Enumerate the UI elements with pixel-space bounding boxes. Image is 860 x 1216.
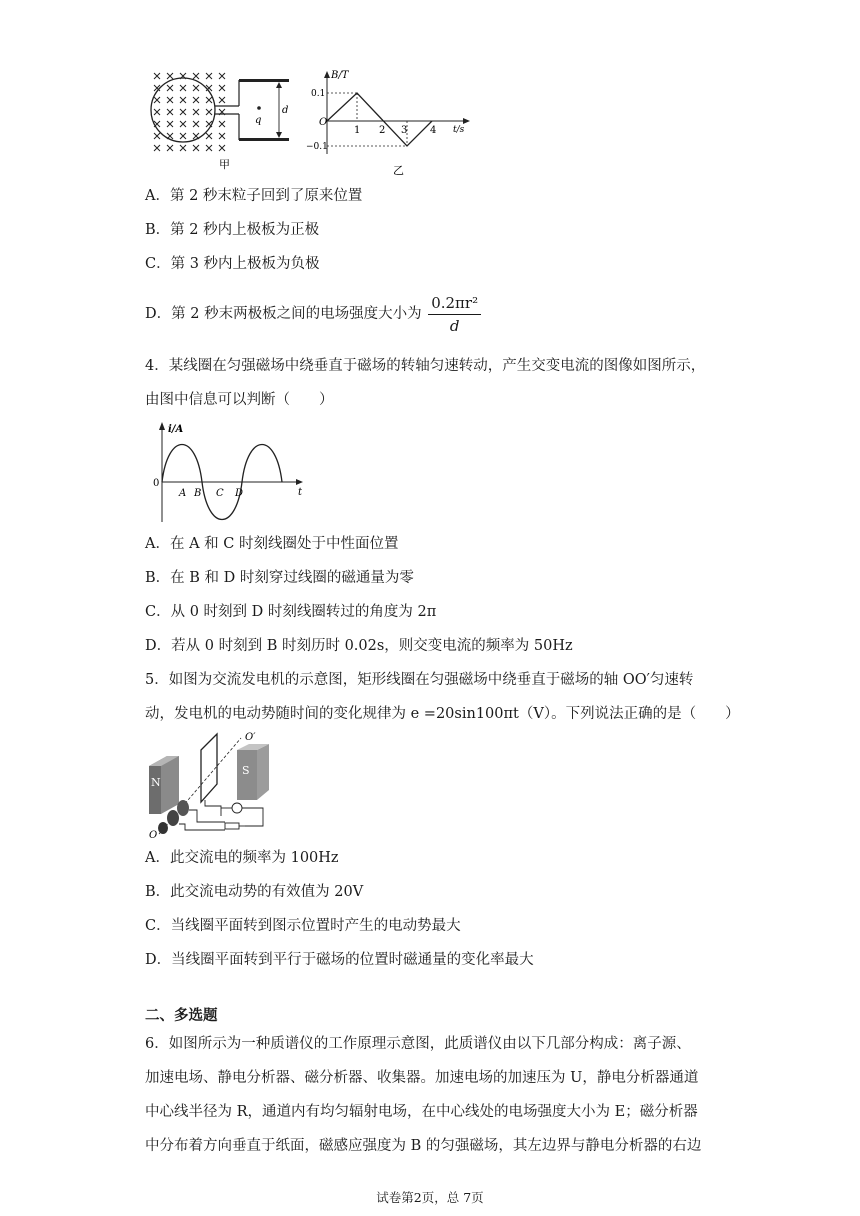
cross-mark (180, 145, 186, 151)
ammeter (232, 803, 242, 813)
left-caption: 甲 (219, 158, 230, 171)
option-text: 在 B 和 D 时刻穿过线圈的磁通量为零 (170, 570, 414, 586)
point-c: C (216, 488, 224, 499)
upper-plate (239, 79, 289, 82)
option-text: 此交流电的频率为 100Hz (169, 850, 339, 866)
cross-mark (206, 73, 212, 79)
point-b: B (194, 488, 202, 499)
cross-mark (219, 73, 225, 79)
cross-mark (154, 73, 160, 79)
option-label: B． (145, 570, 171, 586)
q3-option-d (145, 290, 481, 338)
option-label: A． (145, 536, 170, 552)
bt-xtick-4: 4 (430, 125, 437, 136)
option-label: C． (145, 604, 171, 620)
point-a: A (179, 488, 187, 499)
option-label: D． (145, 952, 172, 968)
cross-mark (180, 133, 186, 139)
bt-y-label: B/T (331, 70, 349, 81)
gap-label: d (282, 105, 289, 116)
section-title: 二、多选题 (145, 1008, 218, 1024)
cross-mark (219, 85, 225, 91)
cross-mark (206, 109, 212, 115)
axis-bottom-label: O (149, 830, 158, 840)
north-label: N (151, 776, 161, 789)
option-text: 若从 0 时刻到 B 时刻历时 0.02s，则交变电流的频率为 50Hz (171, 638, 573, 654)
q6-line1: 6．如图所示为一种质谱仪的工作原理示意图，此质谱仪由以下几部分构成：离子源、 (145, 1036, 691, 1052)
option-label: D． (145, 638, 172, 654)
option-label: A． (145, 188, 170, 204)
cross-mark (167, 109, 173, 115)
option-label: C． (145, 256, 171, 272)
q4-option-d (145, 636, 573, 656)
q3-option-c (145, 254, 320, 274)
figure-q4 (150, 418, 310, 526)
fraction-denominator: d (449, 316, 460, 335)
cross-mark (219, 121, 225, 127)
figure-q5 (145, 730, 275, 840)
axis-top-label: O′ (245, 732, 256, 743)
particle-dot (257, 106, 261, 110)
cross-mark (206, 133, 212, 139)
cross-mark (193, 73, 199, 79)
q4-stem-line2: 由图中信息可以判断（ ） (145, 392, 334, 408)
right-caption: 乙 (393, 164, 404, 177)
option-label: D． (145, 306, 172, 322)
cross-mark (193, 109, 199, 115)
cross-mark (154, 109, 160, 115)
cross-mark (206, 97, 212, 103)
sine-graph-svg (150, 418, 310, 526)
bt-xtick-1: 1 (354, 125, 361, 136)
resistor (225, 823, 239, 829)
option-text: 在 A 和 C 时刻线圈处于中性面位置 (169, 536, 399, 552)
cross-mark (167, 73, 173, 79)
slip-ring (167, 810, 179, 826)
bt-curve (327, 93, 432, 146)
q6-line2: 加速电场、静电分析器、磁分析器、收集器。加速电场的加速压为 U，静电分析器通道 (145, 1070, 699, 1086)
slip-ring (177, 800, 189, 816)
rotating-coil (201, 734, 217, 802)
cross-mark (180, 121, 186, 127)
cross-mark (219, 97, 225, 103)
bt-x-label: t/s (453, 125, 465, 135)
cross-mark (167, 97, 173, 103)
q5-stem-line1: 5．如图为交流发电机的示意图，矩形线圈在匀强磁场中绕垂直于磁场的轴 OO′匀速转 (145, 672, 694, 688)
q5-option-a (145, 848, 339, 868)
q5-option-c (145, 916, 461, 936)
bt-tick-pos: 0.1 (311, 89, 326, 99)
sine-x-label: t (298, 487, 303, 498)
q6-line4: 中分布着方向垂直于纸面，磁感应强度为 B 的匀强磁场，其左边界与静电分析器的右边 (145, 1138, 702, 1154)
option-text: 第 2 秒末粒子回到了原来位置 (169, 188, 363, 204)
cross-mark (154, 133, 160, 139)
option-text: 第 2 秒内上极板为正极 (170, 222, 320, 238)
cross-mark (180, 97, 186, 103)
q5-option-b (145, 882, 363, 902)
cross-mark (193, 145, 199, 151)
cross-mark (193, 85, 199, 91)
q4-stem-line1: 4．某线圈在匀强磁场中绕垂直于磁场的转轴匀速转动，产生交变电流的图像如图所示， (145, 358, 706, 374)
figure-q3 (145, 66, 485, 178)
option-text: 当线圈平面转到平行于磁场的位置时磁通量的变化率最大 (171, 952, 534, 968)
option-label: C． (145, 918, 171, 934)
field-fraction (428, 294, 481, 335)
q5-stem-line2: 动，发电机的电动势随时间的变化规律为 e =20sin100πt（V）。下列说法正确的是（ ） (145, 706, 740, 722)
q4-option-b (145, 568, 414, 588)
generator-svg (145, 730, 275, 840)
lower-plate (239, 138, 289, 141)
q6-line3: 中心线半径为 R，通道内有均匀辐射电场，在中心线处的电场强度大小为 E；磁分析器 (145, 1104, 698, 1120)
bt-xtick-3: 3 (401, 125, 408, 136)
option-text: 从 0 时刻到 D 时刻线圈转过的角度为 2π (170, 604, 437, 620)
q4-option-a (145, 534, 399, 554)
bt-xtick-2: 2 (379, 125, 386, 136)
cross-mark (193, 121, 199, 127)
option-label: B． (145, 222, 171, 238)
cross-mark (167, 85, 173, 91)
point-d: D (235, 488, 244, 499)
q3-option-b (145, 220, 319, 240)
option-label: A． (145, 850, 170, 866)
south-label: S (242, 764, 250, 777)
q3-option-a (145, 186, 362, 206)
bt-tick-neg: −0.1 (306, 142, 328, 152)
cross-mark (154, 145, 160, 151)
option-text: 第 2 秒末两极板之间的电场强度大小为 (171, 306, 422, 322)
cross-mark (219, 145, 225, 151)
cross-mark (206, 145, 212, 151)
option-text: 当线圈平面转到图示位置时产生的电动势最大 (170, 918, 461, 934)
cross-mark (180, 85, 186, 91)
cross-mark (219, 133, 225, 139)
cross-mark (154, 97, 160, 103)
sine-y-label: i/A (168, 424, 184, 435)
bt-graph (306, 70, 470, 154)
cross-mark (193, 97, 199, 103)
cross-mark (167, 145, 173, 151)
q4-option-c (145, 602, 436, 622)
fraction-numerator: 0.2πr² (428, 294, 481, 315)
charge-label: q (255, 115, 262, 126)
figure-q3-svg (145, 66, 485, 178)
cross-mark (180, 109, 186, 115)
q5-option-d (145, 950, 534, 970)
page-footer: 试卷第2页，总 7页 (376, 1190, 484, 1205)
option-label: B． (145, 884, 171, 900)
sine-origin: 0 (153, 478, 160, 489)
option-text: 第 3 秒内上极板为负极 (170, 256, 320, 272)
option-text: 此交流电动势的有效值为 20V (170, 884, 364, 900)
bt-origin: O (319, 117, 328, 128)
cross-mark (167, 121, 173, 127)
